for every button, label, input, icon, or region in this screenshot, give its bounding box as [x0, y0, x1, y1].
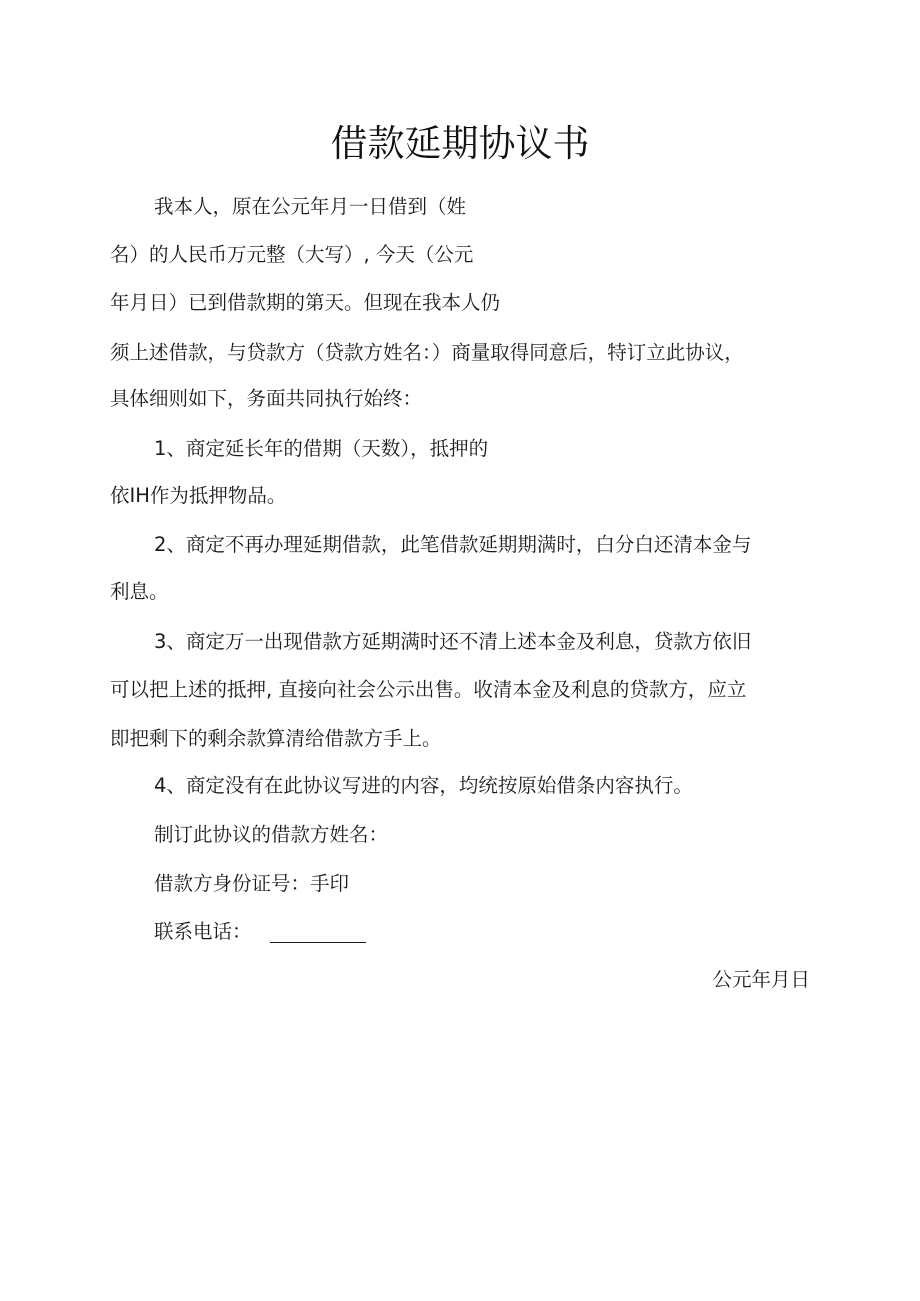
date-line: 公元年月日 — [712, 968, 810, 991]
phone-blank-underline — [270, 922, 366, 943]
phone-line — [154, 917, 366, 947]
clause-2-line-1: 2、商定不再办理延期借款，此笔借款延期期满时，白分白还清本金与 — [154, 533, 752, 556]
clause-1-line-2: 依IH作为抵押物品。 — [110, 484, 287, 507]
clause-1-line-1: 1、商定延长年的借期（天数），抵押的 — [154, 437, 489, 460]
paragraph-line-5: 具体细则如下，务面共同执行始终： — [110, 387, 423, 410]
document-title: 借款延期协议书 — [330, 122, 590, 165]
clause-3-line-3: 即把剩下的剩余款算清给借款方手上。 — [110, 727, 442, 750]
borrower-name-line: 制订此协议的借款方姓名： — [154, 823, 389, 846]
paragraph-line-3: 年月日）已到借款期的第天。但现在我本人仍 — [110, 291, 501, 314]
clause-4-line-1: 4、商定没有在此协议写进的内容，均统按原始借条内容执行。 — [154, 774, 693, 797]
borrower-id-line: 借款方身份证号：手印 — [154, 872, 350, 895]
paragraph-line-1: 我本人，原在公元年月一日借到（姓 — [154, 195, 467, 218]
paragraph-line-2: 名）的人民币万元整（大写）, 今天（公元 — [110, 243, 474, 266]
clause-2-line-2: 利息。 — [110, 580, 169, 603]
clause-3-line-1: 3、商定万一出现借款方延期满时还不清上述本金及利息，贷款方依旧 — [154, 630, 752, 653]
clause-3-line-2: 可以把上述的抵押, 直接向社会公示出售。收清本金及利息的贷款方，应立 — [110, 678, 747, 701]
paragraph-line-4: 须上述借款，与贷款方（贷款方姓名：）商量取得同意后，特订立此协议， — [110, 341, 744, 364]
phone-label: 联系电话： — [154, 920, 252, 943]
